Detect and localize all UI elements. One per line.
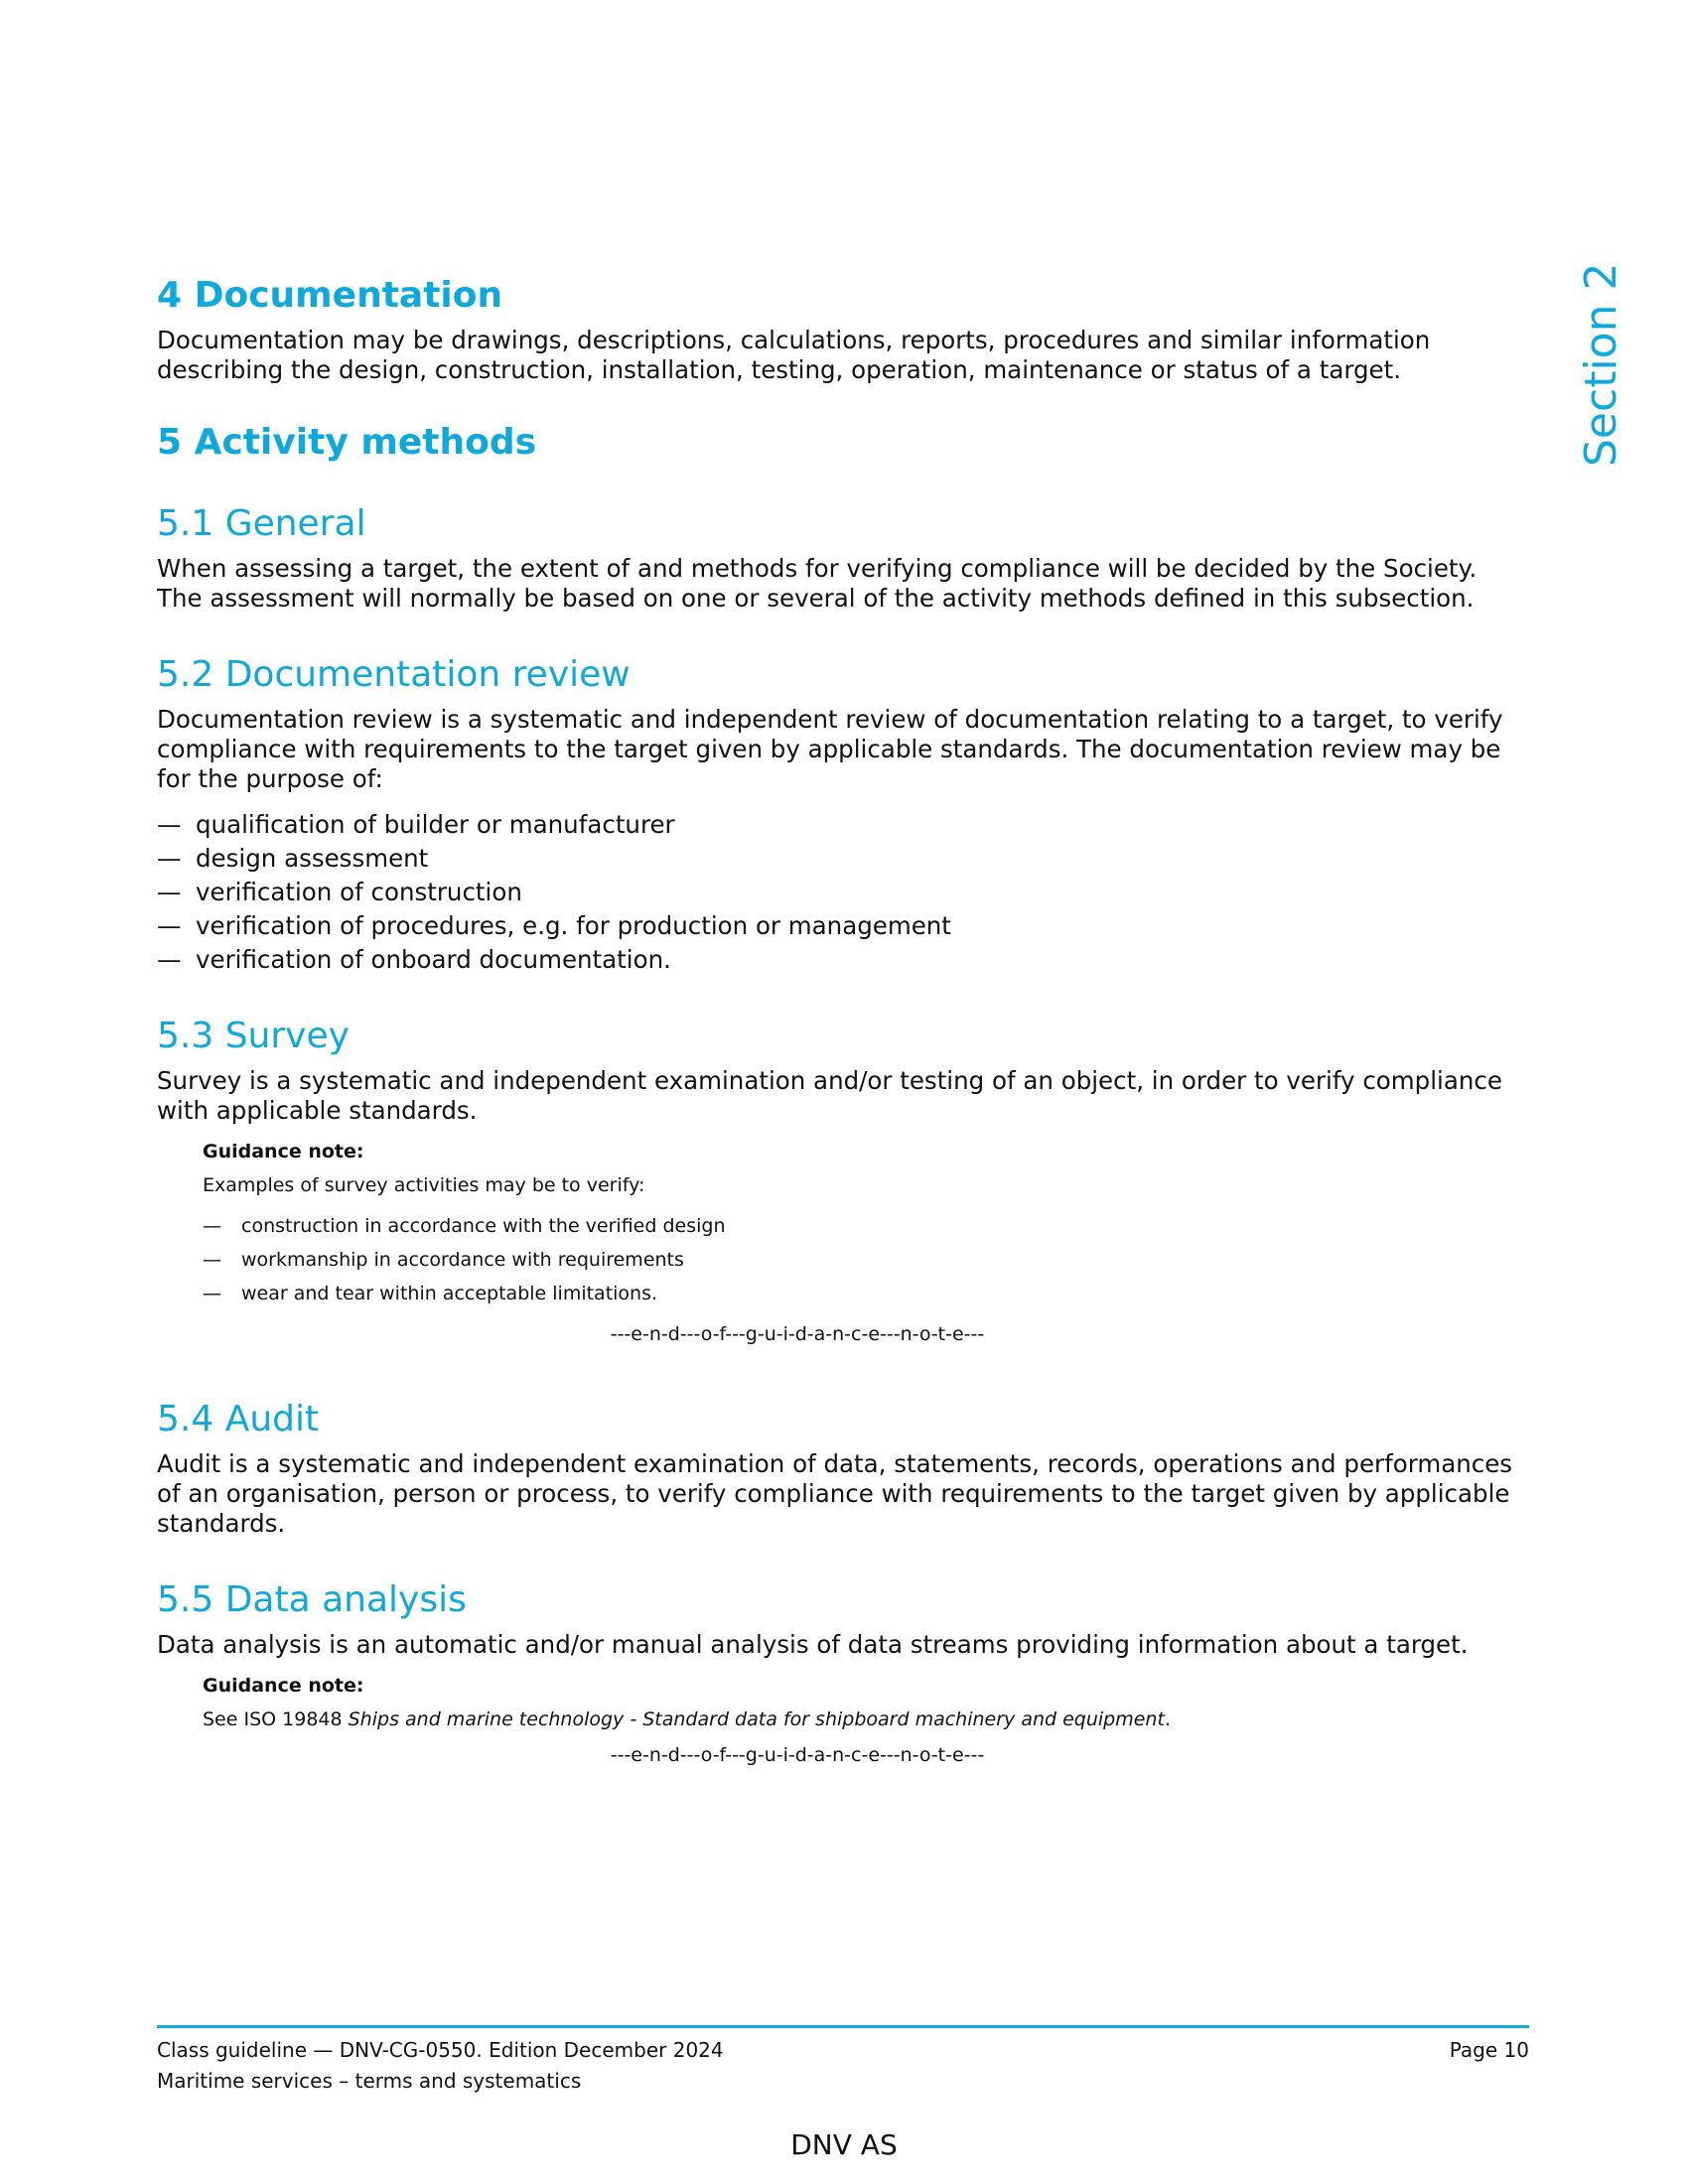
- list-item: — wear and tear within acceptable limitations.: [203, 1277, 1529, 1310]
- dash-marker: —: [157, 844, 182, 873]
- footer-info: [157, 2035, 724, 2097]
- footer-document-title: Maritime services – terms and systematics: [157, 2069, 582, 2093]
- list-item: — design assessment: [157, 842, 1529, 876]
- footer-divider: [157, 2025, 1529, 2028]
- guidance-note-title: Guidance note:: [203, 1141, 364, 1162]
- audit-paragraph: Audit is a systematic and independent examination of data, statements, records, operations and performances of an organisation, person or process, to verify compliance with requirements to the target given by applicable standards.: [157, 1449, 1513, 1538]
- documentation-review-paragraph: Documentation review is a systematic and independent review of documentation relating to a target, to verify compliance with requirements to the target given by applicable standards. The documentation review may be for the purpose of:: [157, 705, 1503, 793]
- guidance-note-list: [203, 1209, 1529, 1310]
- heading-activity-methods: 5 Activity methods: [157, 422, 537, 463]
- guidance-note-title: Guidance note:: [203, 1675, 364, 1697]
- footer-document-id: Class guideline — DNV-CG-0550. Edition December 2024: [157, 2038, 724, 2062]
- main-content: [157, 274, 1529, 1767]
- heading-data-analysis: 5.5 Data analysis: [157, 1579, 467, 1620]
- company-name: DNV AS: [790, 2128, 898, 2161]
- dash-marker: —: [157, 911, 182, 940]
- list-item: — qualification of builder or manufacturer: [157, 808, 1529, 842]
- data-analysis-paragraph: Data analysis is an automatic and/or manual analysis of data streams providing information about a target.: [157, 1630, 1469, 1659]
- general-paragraph: When assessing a target, the extent of and methods for verifying compliance will be decided by the Society. The assessment will normally be based on one or several of the activity methods defined in this subsection.: [157, 554, 1477, 613]
- dash-marker: —: [157, 945, 182, 974]
- list-item: — verification of onboard documentation.: [157, 943, 1529, 977]
- survey-guidance-note: [203, 1140, 1529, 1310]
- dash-marker: —: [203, 1215, 221, 1237]
- guidance-end-marker: ---e-n-d---o-f---g-u-i-d-a-n-c-e---n-o-t-e---: [610, 1744, 985, 1766]
- documentation-paragraph: Documentation may be drawings, descriptions, calculations, reports, procedures and similar information describing the design, construction, installation, testing, operation, maintenance or status of a target.: [157, 326, 1431, 384]
- guidance-note-intro: Examples of survey activities may be to verify:: [203, 1174, 645, 1196]
- heading-documentation-review: 5.2 Documentation review: [157, 654, 631, 695]
- section-tab: Section 2: [1576, 262, 1626, 467]
- list-item: — construction in accordance with the verified design: [203, 1209, 1529, 1243]
- dash-marker: —: [157, 878, 182, 906]
- dash-marker: —: [203, 1283, 221, 1304]
- list-item: — verification of procedures, e.g. for production or management: [157, 909, 1529, 943]
- guidance-end-marker: ---e-n-d---o-f---g-u-i-d-a-n-c-e---n-o-t-e---: [610, 1323, 985, 1345]
- heading-survey: 5.3 Survey: [157, 1016, 350, 1056]
- dash-marker: —: [203, 1249, 221, 1271]
- list-item: — workmanship in accordance with requirements: [203, 1243, 1529, 1277]
- survey-paragraph: Survey is a systematic and independent examination and/or testing of an object, in order to verify compliance with applicable standards.: [157, 1066, 1502, 1125]
- standard-title: Ships and marine technology - Standard data for shipboard machinery and equipment: [348, 1708, 1165, 1730]
- data-analysis-guidance-note: [203, 1674, 1529, 1731]
- dash-marker: —: [157, 810, 182, 839]
- guidance-note-text: See ISO 19848 Ships and marine technology - Standard data for shipboard machinery and equipment.: [203, 1708, 1171, 1730]
- page-number: Page 10: [1449, 2038, 1529, 2062]
- heading-documentation: 4 Documentation: [157, 275, 503, 316]
- heading-audit: 5.4 Audit: [157, 1399, 320, 1439]
- list-item: — verification of construction: [157, 876, 1529, 909]
- heading-general: 5.1 General: [157, 503, 366, 544]
- documentation-review-list: [157, 808, 1529, 977]
